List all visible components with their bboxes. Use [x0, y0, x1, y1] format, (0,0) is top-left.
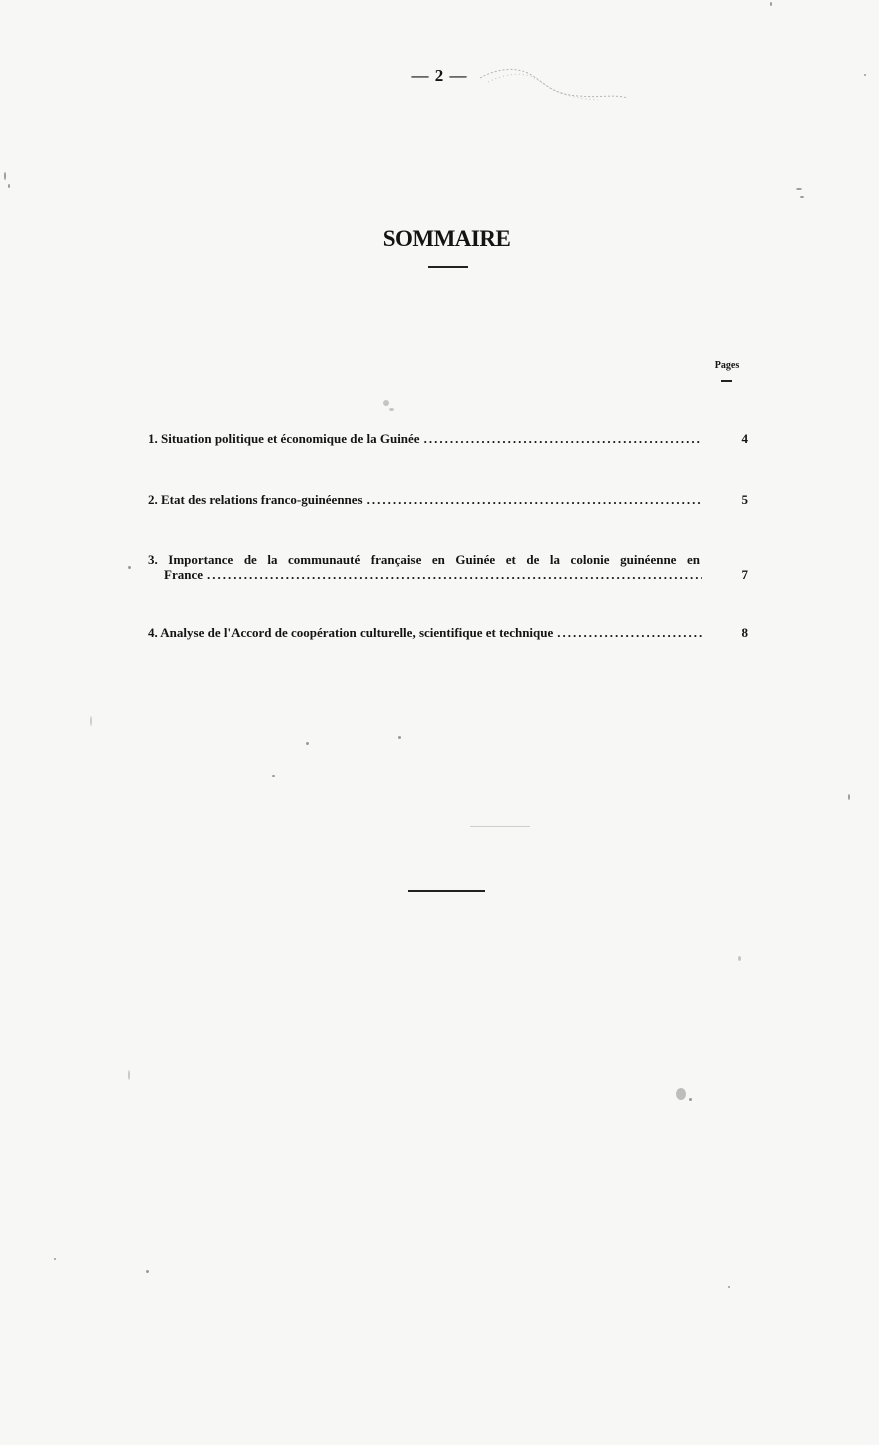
pages-column-header: Pages [714, 360, 740, 371]
toc-page-number: 5 [741, 492, 748, 507]
toc-title-line-1: Importance de la communauté française en Guinée et de la colonie guinéenne en [168, 552, 700, 567]
toc-entry-4 [148, 625, 748, 640]
toc-entry-3 [148, 552, 748, 582]
dot-leader [207, 567, 702, 582]
toc-number: 3. [148, 552, 158, 567]
dot-leader [424, 431, 702, 446]
toc-title-line-2: France [164, 567, 203, 582]
toc-page-number: 7 [741, 567, 748, 582]
toc-number: 4. [148, 625, 158, 640]
scan-scribble [478, 64, 633, 108]
toc-number: 2. [148, 492, 158, 507]
dot-leader [557, 625, 702, 640]
toc-title: Situation politique et économique de la Guinée [161, 431, 420, 446]
toc-page-number: 8 [741, 625, 748, 640]
title-underline [428, 266, 468, 268]
closing-rule [408, 890, 485, 892]
toc-title: Analyse de l'Accord de coopération culturelle, scientifique et technique [160, 625, 554, 640]
page-number: — 2 — [411, 66, 468, 85]
pages-header-underline [721, 380, 732, 382]
toc-number: 1. [148, 431, 158, 446]
toc-entry-2 [148, 492, 748, 507]
toc-title: Etat des relations franco-guinéennes [161, 492, 363, 507]
toc-entry-1 [148, 431, 748, 446]
dot-leader [367, 492, 702, 507]
document-title: SOMMAIRE [382, 226, 511, 251]
toc-page-number: 4 [741, 431, 748, 446]
